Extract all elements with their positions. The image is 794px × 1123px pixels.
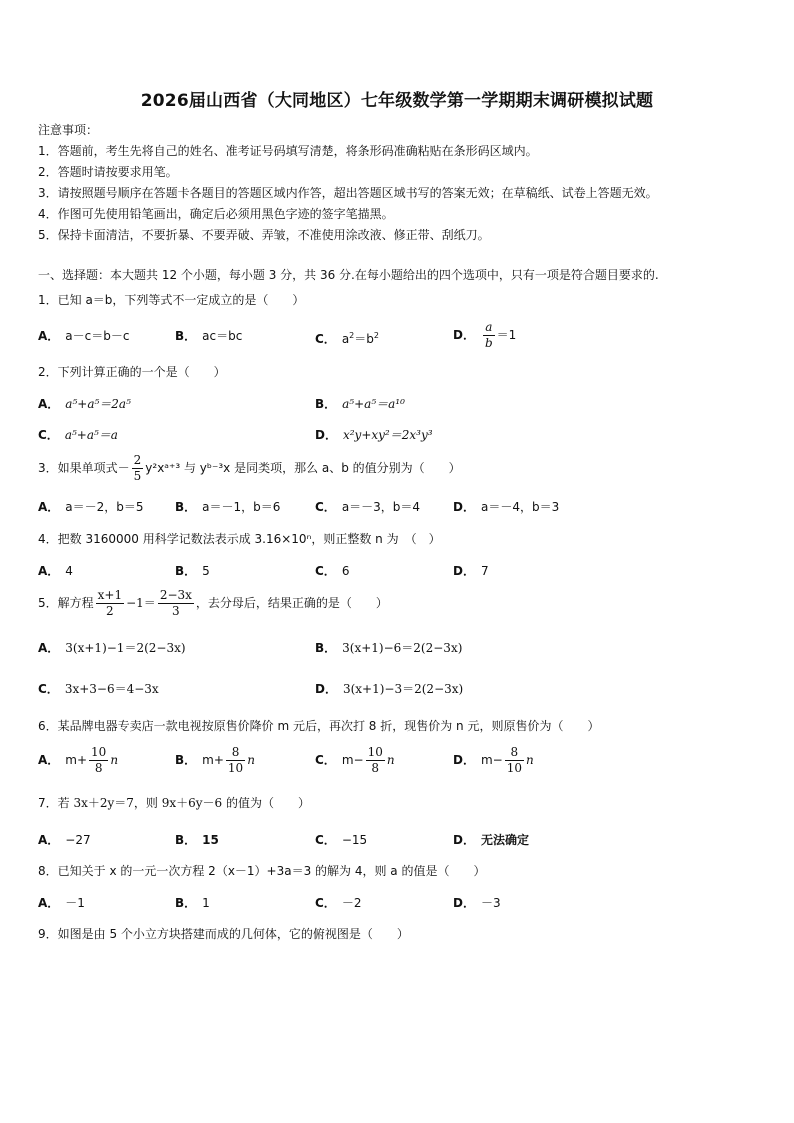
q6-d-var: n xyxy=(526,753,534,767)
q8-option-a: A． －1 xyxy=(38,896,85,910)
q3-option-a: A． a＝－2，b＝5 xyxy=(38,500,144,514)
q2-option-b: B． a⁵+a⁵＝a¹⁰ xyxy=(315,397,405,411)
q3-frac-den: 5 xyxy=(133,469,142,483)
notice-item-3: 3．请按照题号顺序在答题卡各题目的答题区域内作答，超出答题区域书写的答案无效；在草稿纸、试卷上答题无效。 xyxy=(38,186,658,200)
q6-a-pre: m+ xyxy=(65,753,88,767)
q3-option-c-text: a＝－3，b＝4 xyxy=(341,500,421,514)
q3-option-d-text: a＝－4，b＝3 xyxy=(480,500,560,514)
section-heading: 一、选择题：本大题共 12 个小题，每小题 3 分，共 36 分.在每小题给出的四个选项中，只有一项是符合题目要求的. xyxy=(38,268,659,282)
question-9-stem: 9．如图是由 5 个小立方块搭建而成的几何体，它的俯视图是（ ） xyxy=(38,927,409,941)
q5-f2-num: 2−3x xyxy=(159,588,192,602)
q5-fraction-2 xyxy=(158,588,194,619)
notice-item-5: 5．保持卡面清洁，不要折暴、不要弄破、弄皱，不准使用涂改液、修正带、刮纸刀。 xyxy=(38,228,490,242)
q2-option-a-text: a⁵+a⁵＝2a⁵ xyxy=(65,397,131,411)
q8-option-b: B． 1 xyxy=(175,896,210,910)
q7-option-d: D． 无法确定 xyxy=(453,833,529,847)
question-2-stem: 2．下列计算正确的一个是（ ） xyxy=(38,365,226,379)
question-1-stem: 1．已知 a＝b，下列等式不一定成立的是（ ） xyxy=(38,293,305,307)
q2-option-d: D． x²y+xy²＝2x³y³ xyxy=(315,428,433,442)
q7-option-c-text: −15 xyxy=(341,833,368,847)
q6-a-fraction xyxy=(89,745,108,776)
q6-c-pre: m− xyxy=(341,753,364,767)
q4-option-d: D． 7 xyxy=(453,564,489,578)
q8-option-c-text: －2 xyxy=(341,896,362,910)
q3-option-c: C． a＝－3，b＝4 xyxy=(315,500,421,514)
question-5-stem xyxy=(38,588,388,619)
q3-option-d: D． a＝－4，b＝3 xyxy=(453,500,560,514)
q6-c-fraction xyxy=(366,745,385,776)
q1-option-d-fraction xyxy=(483,320,495,351)
q7-stem-post: 的值为（ ） xyxy=(222,796,311,810)
q2-option-c: C． a⁵+a⁵＝a xyxy=(38,428,118,442)
q8-option-a-text: －1 xyxy=(65,896,85,910)
q6-option-a: A． m+ $\frac{10}{8}$ n xyxy=(38,745,119,775)
exam-title: 2026届山西省（大同地区）七年级数学第一学期期末调研模拟试题 xyxy=(140,91,654,111)
q1-option-b-text: ac＝bc xyxy=(202,329,243,343)
q2-option-c-text: a⁵+a⁵＝a xyxy=(64,428,118,442)
q6-a-den: 8 xyxy=(94,761,103,775)
q1-d-numerator: a xyxy=(483,320,495,336)
q7-stem-pre: 7．若 xyxy=(38,796,74,810)
q1-option-c-exp1: 2 xyxy=(349,331,355,340)
q1-option-c-base: a xyxy=(341,332,350,346)
q1-option-c-exp2: 2 xyxy=(373,331,379,340)
q6-b-fraction xyxy=(226,745,245,776)
q6-b-den: 10 xyxy=(227,761,244,775)
q8-option-c: C． －2 xyxy=(315,896,362,910)
q1-option-d-tail: ＝1 xyxy=(496,328,517,342)
q6-c-var: n xyxy=(386,753,395,767)
q7-option-b: B． 15 xyxy=(175,833,219,847)
q4-option-b-text: 5 xyxy=(202,564,210,578)
q1-option-c-mid: ＝b xyxy=(354,332,374,346)
q6-option-d: D． m− $\frac{8}{10}$ n xyxy=(453,745,534,775)
q5-option-a: A． 3(x+1)−1＝2(2−3x) xyxy=(38,641,186,655)
q5-f1-den: 2 xyxy=(106,604,114,618)
q7-option-a: A． −27 xyxy=(38,833,91,847)
notice-item-4: 4．作图可先使用铅笔画出，确定后必须用黑色字迹的签字笔描黑。 xyxy=(38,207,394,221)
q3-stem-pre: 3．如果单项式－ xyxy=(38,461,130,475)
q5-option-c: C． 3x+3−6＝4−3x xyxy=(38,682,159,696)
q3-option-b-text: a＝－1，b＝6 xyxy=(202,500,281,514)
q5-option-a-text: 3(x+1)−1＝2(2−3x) xyxy=(65,641,186,655)
question-4-stem: 4．把数 3160000 用科学记数法表示成 3.16×10ⁿ，则正整数 n 为 （ ） xyxy=(38,532,441,546)
q7-option-a-text: −27 xyxy=(65,833,91,847)
q6-b-var: n xyxy=(247,753,255,767)
q3-frac-num: 2 xyxy=(133,453,142,467)
q3-fraction xyxy=(132,453,144,484)
q3-stem-mid: y²xᵃ⁺³ 与 yᵇ⁻³x 是同类项，那么 a、b 的值分别为（ ） xyxy=(145,461,461,475)
q5-f2-den: 3 xyxy=(172,604,180,618)
q6-a-var: n xyxy=(110,753,119,767)
q1-option-d: D． $\frac{a}{b}$ ＝1 xyxy=(453,320,517,350)
q2-option-a: A． a⁵+a⁵＝2a⁵ xyxy=(38,397,131,411)
q2-option-d-text: x²y+xy²＝2x³y³ xyxy=(342,428,433,442)
q8-option-d-text: －3 xyxy=(480,896,501,910)
q6-a-num: 10 xyxy=(91,745,107,759)
q6-b-num: 8 xyxy=(226,745,245,761)
q6-d-den: 10 xyxy=(506,761,522,775)
q5-option-d: D． 3(x+1)−3＝2(2−3x) xyxy=(315,682,464,696)
q6-option-b: B． m+ $\frac{8}{10}$ n xyxy=(175,745,255,775)
q4-option-c: C． 6 xyxy=(315,564,350,578)
q4-option-c-text: 6 xyxy=(341,564,350,578)
notice-item-2: 2．答题时请按要求用笔。 xyxy=(38,165,178,179)
q4-option-a-text: 4 xyxy=(65,564,73,578)
q5-option-b: B． 3(x+1)−6＝2(2−3x) xyxy=(315,641,463,655)
q4-option-b: B． 5 xyxy=(175,564,210,578)
q6-b-pre: m+ xyxy=(202,753,224,767)
q2-option-b-text: a⁵+a⁵＝a¹⁰ xyxy=(342,397,405,411)
q5-f1-num: x+1 xyxy=(97,588,123,602)
q1-option-a-text: a－c＝b－c xyxy=(65,329,130,343)
q8-option-d: D． －3 xyxy=(453,896,501,910)
question-6-stem: 6．某品牌电器专卖店一款电视按原售价降价 m 元后，再次打 8 折，现售价为 n 元，则原售价为（ ） xyxy=(38,719,600,733)
q1-option-b: B． ac＝bc xyxy=(175,329,243,343)
q5-stem-pre: 5．解方程 xyxy=(38,596,94,610)
q1-option-a: A． a－c＝b－c xyxy=(38,329,130,343)
q3-option-a-text: a＝－2，b＝5 xyxy=(65,500,144,514)
q5-option-c-text: 3x+3−6＝4−3x xyxy=(64,682,159,696)
q5-option-b-text: 3(x+1)−6＝2(2−3x) xyxy=(342,641,463,655)
q7-stem-mid: ，则 xyxy=(133,796,162,810)
q7-expression: 9x＋6y－6 xyxy=(161,796,223,810)
notice-item-1: 1．答题前，考生先将自己的姓名、准考证号码填写清楚，将条形码准确粘贴在条形码区域内。 xyxy=(38,144,538,158)
q3-option-b: B． a＝－1，b＝6 xyxy=(175,500,281,514)
q6-option-c: C． m− $\frac{10}{8}$ n xyxy=(315,745,395,775)
q7-option-c: C． −15 xyxy=(315,833,368,847)
q8-option-b-text: 1 xyxy=(202,896,210,910)
question-7-stem xyxy=(38,795,310,811)
q5-option-d-text: 3(x+1)−3＝2(2−3x) xyxy=(342,682,464,696)
question-8-stem: 8．已知关于 x 的一元一次方程 2（x－1）+3a＝3 的解为 4，则 a 的值是（ ） xyxy=(38,864,486,878)
q6-d-fraction xyxy=(505,745,524,776)
q4-option-a: A． 4 xyxy=(38,564,73,578)
q7-option-b-text: 15 xyxy=(202,833,219,847)
q7-option-d-text: 无法确定 xyxy=(480,833,529,847)
q1-option-c: C． $a^2=b^2$ xyxy=(315,331,379,346)
q6-d-num: 8 xyxy=(505,745,524,761)
q6-c-den: 8 xyxy=(371,761,380,775)
question-3-stem xyxy=(38,453,461,484)
q1-d-denominator: b xyxy=(484,336,493,350)
notice-heading: 注意事项： xyxy=(38,123,99,137)
q5-fraction-1 xyxy=(96,588,124,619)
q7-equation: 3x＋2y＝7 xyxy=(73,796,134,810)
q6-c-num: 10 xyxy=(367,745,383,759)
q4-option-d-text: 7 xyxy=(480,564,489,578)
q6-d-pre: m− xyxy=(480,753,503,767)
q5-stem-mid: −1＝ xyxy=(126,596,156,610)
q5-stem-post: ，去分母后，结果正确的是（ ） xyxy=(195,596,388,610)
